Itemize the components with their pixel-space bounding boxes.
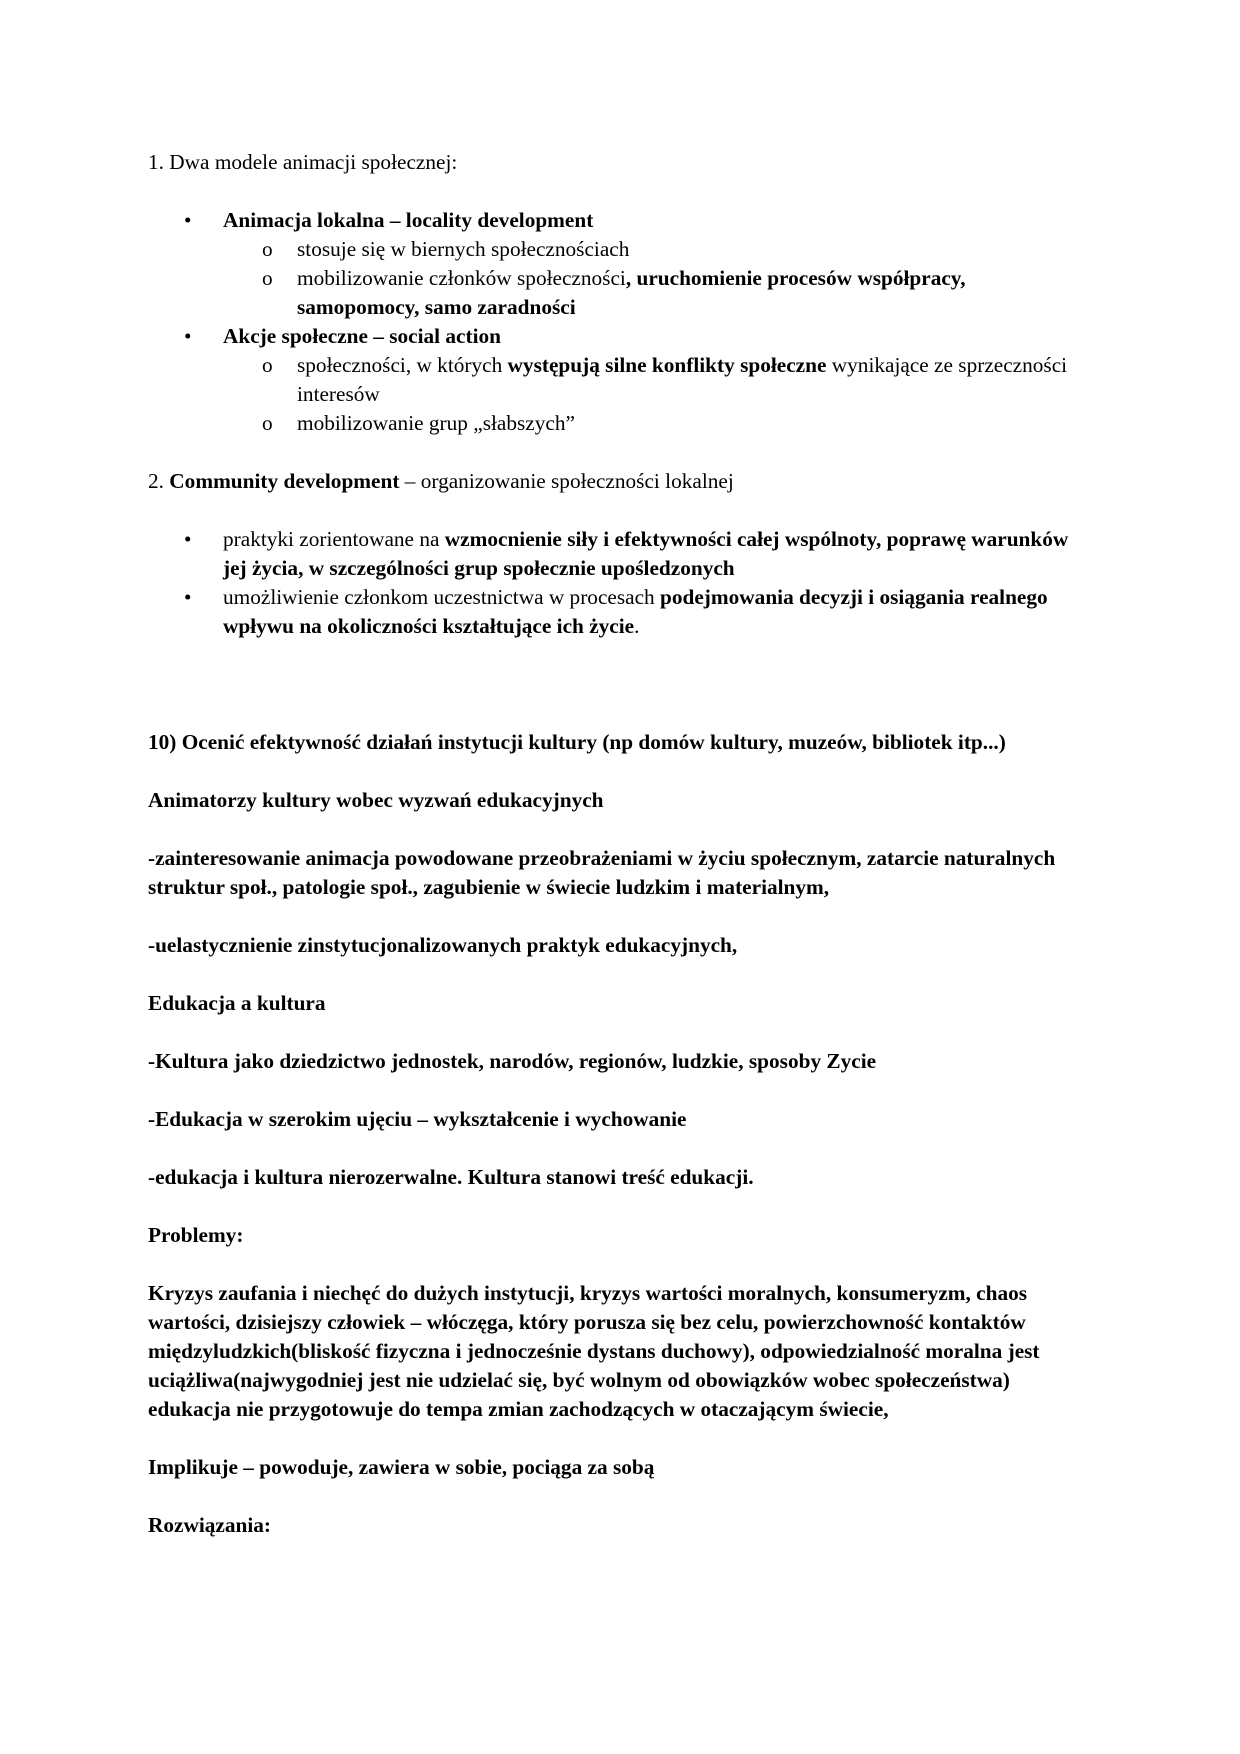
- paragraph: -Edukacja w szerokim ujęciu – wykształcenie i wychowanie: [148, 1107, 687, 1131]
- section1-heading: 1. Dwa modele animacji społecznej:: [148, 150, 458, 174]
- list-item-title: Akcje społeczne – social action: [223, 324, 501, 348]
- list-item: • praktyki zorientowane na wzmocnienie siły i efektywności całej wspólnoty, poprawę warunków jej życia, w szczególności grup społecznie upośledzonych: [148, 525, 1092, 583]
- paragraph: -Kultura jako dziedzictwo jednostek, narodów, regionów, ludzkie, sposoby Zycie: [148, 1049, 877, 1073]
- sublist-item: o społeczności, w których występują silne konflikty społeczne wynikające ze sprzeczności interesów: [148, 351, 1092, 409]
- paragraph: Problemy:: [148, 1223, 244, 1247]
- list-item: [148, 206, 1092, 322]
- paragraph: -edukacja i kultura nierozerwalne. Kultura stanowi treść edukacji.: [148, 1165, 754, 1189]
- paragraph: -uelastycznienie zinstytucjonalizowanych praktyk edukacyjnych,: [148, 933, 738, 957]
- paragraph: Kryzys zaufania i niechęć do dużych instytucji, kryzys wartości moralnych, konsumeryzm, chaos wartości, dzisiejszy człowiek – włóczęga, który porusza się bez celu, powierzchowność kontaktów międzyludzkich(bliskość fizyczna i jednocześnie dystans duchowy), odpowiedzialność moralna jest uciążliwa(najwygodniej jest nie udzielać się, być wolnym od obowiązków wobec społeczeństwa) edukacja nie przygotowuje do tempa zmian zachodzących w otaczającym świecie,: [148, 1281, 1040, 1421]
- section2-list: [148, 525, 1092, 641]
- section1-list: [148, 206, 1092, 438]
- sublist: [223, 351, 1092, 438]
- sublist-item: o mobilizowanie grup „słabszych”: [148, 409, 1092, 438]
- list-item: [148, 322, 1092, 438]
- section2-heading: 2. Community development – organizowanie społeczności lokalnej: [148, 469, 734, 493]
- list-item: • umożliwienie członkom uczestnictwa w procesach podejmowania decyzji i osiągania realnego wpływu na okoliczności kształtujące ich życie.: [148, 583, 1092, 641]
- paragraph: Animatorzy kultury wobec wyzwań edukacyjnych: [148, 788, 604, 812]
- paragraph: Implikuje – powoduje, zawiera w sobie, pociąga za sobą: [148, 1455, 655, 1479]
- paragraph: Edukacja a kultura: [148, 991, 326, 1015]
- paragraph: Rozwiązania:: [148, 1513, 272, 1537]
- list-item-title: Animacja lokalna – locality development: [223, 208, 594, 232]
- sublist: [223, 235, 1092, 322]
- paragraph: -zainteresowanie animacja powodowane przeobrażeniami w życiu społecznym, zatarcie naturalnych struktur społ., patologie społ., zagubienie w świecie ludzkim i materialnym,: [148, 846, 1056, 899]
- sublist-item: o mobilizowanie członków społeczności, uruchomienie procesów współpracy, samopomocy, samo zaradności: [148, 264, 1092, 322]
- question-heading: 10) Ocenić efektywność działań instytucji kultury (np domów kultury, muzeów, bibliotek itp...): [148, 730, 1006, 754]
- document-page: [148, 148, 1092, 1540]
- sublist-item: o stosuje się w biernych społecznościach: [148, 235, 1092, 264]
